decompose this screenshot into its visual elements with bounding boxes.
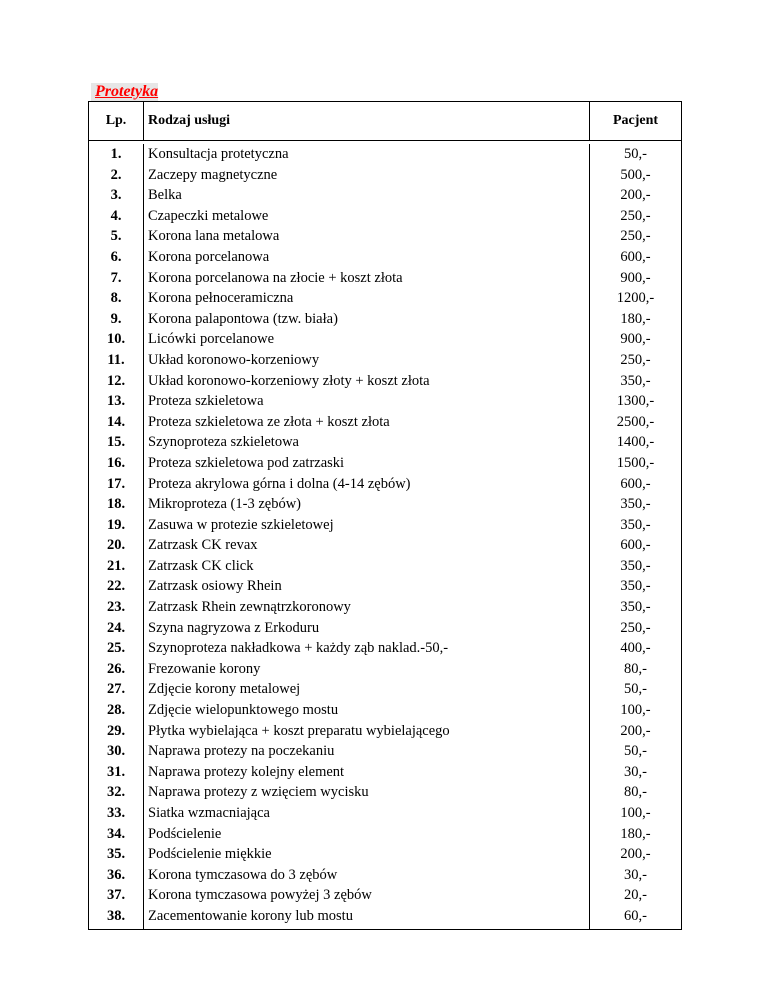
row-service: Zatrzask CK click	[148, 557, 254, 574]
row-service: Zatrzask Rhein zewnątrzkoronowy	[148, 599, 351, 616]
column-lp	[89, 144, 144, 929]
table-header-row	[89, 102, 681, 141]
row-price: 250,-	[620, 619, 651, 636]
row-price: 350,-	[620, 599, 651, 616]
row-price: 200,-	[620, 722, 651, 739]
row-price: 50,-	[624, 146, 647, 162]
row-price: 80,-	[624, 660, 647, 677]
row-service: Szynoproteza nakładkowa + każdy ząb naklad.-50,-	[148, 640, 449, 657]
row-price: 100,-	[620, 805, 651, 821]
row-service: Zaczepy magnetyczne	[148, 166, 278, 183]
row-number: 35.	[106, 846, 126, 863]
row-price: 180,-	[620, 825, 651, 842]
row-price: 350,-	[620, 496, 651, 513]
row-service: Korona porcelanowa na złocie + koszt złota	[148, 269, 403, 286]
row-service: Podścielenie miękkie	[148, 846, 272, 863]
row-number: 28.	[106, 702, 126, 719]
row-service: Korona porcelanowa	[148, 248, 270, 265]
header-price: Pacjent	[612, 113, 659, 128]
row-price: 250,-	[620, 207, 651, 224]
row-service: Siatka wzmacniająca	[148, 805, 270, 821]
header-service: Rodzaj usługi	[144, 102, 590, 140]
row-service: Układ koronowo-korzeniowy złoty + koszt złota	[148, 372, 430, 389]
row-service: Proteza szkieletowa pod zatrzaski	[148, 454, 345, 471]
row-service: Zacementowanie korony lub mostu	[148, 907, 353, 924]
row-service: Czapeczki metalowe	[148, 207, 269, 224]
row-number: 11.	[107, 351, 125, 368]
row-number: 7.	[110, 269, 122, 286]
row-service: Licówki porcelanowe	[148, 331, 275, 348]
row-number: 13.	[106, 393, 126, 410]
row-price: 350,-	[620, 516, 651, 533]
row-number: 24.	[106, 619, 126, 636]
row-price: 350,-	[620, 372, 651, 389]
row-number: 23.	[106, 599, 126, 616]
row-price: 350,-	[620, 578, 651, 595]
price-table	[88, 101, 682, 930]
column-service	[144, 144, 590, 929]
row-price: 1300,-	[616, 393, 655, 410]
row-service: Naprawa protezy z wzięciem wycisku	[148, 784, 369, 801]
row-number: 33.	[106, 805, 126, 821]
row-service: Mikroproteza (1-3 zębów)	[148, 496, 301, 513]
row-service: Korona pełnoceramiczna	[148, 290, 294, 307]
row-number: 27.	[106, 681, 126, 698]
row-service: Korona tymczasowa do 3 zębów	[148, 866, 338, 883]
row-number: 4.	[110, 207, 122, 224]
row-number: 5.	[110, 228, 122, 245]
row-price: 1400,-	[616, 434, 655, 451]
row-number: 38.	[106, 907, 126, 924]
row-number: 31.	[106, 763, 126, 780]
row-number: 22.	[106, 578, 126, 595]
row-number: 6.	[110, 248, 122, 265]
row-service: Układ koronowo-korzeniowy	[148, 351, 320, 368]
row-price: 1200,-	[616, 290, 655, 307]
row-service: Konsultacja protetyczna	[148, 146, 289, 162]
header-lp: Lp.	[89, 102, 144, 140]
row-price: 180,-	[620, 310, 651, 327]
row-number: 1.	[110, 146, 122, 162]
row-price: 80,-	[624, 784, 647, 801]
row-number: 8.	[110, 290, 122, 307]
row-service: Naprawa protezy kolejny element	[148, 763, 345, 780]
row-number: 14.	[106, 413, 126, 430]
row-service: Płytka wybielająca + koszt preparatu wybielającego	[148, 722, 450, 739]
row-number: 3.	[110, 187, 122, 204]
row-service: Zdjęcie wielopunktowego mostu	[148, 702, 339, 719]
row-service: Frezowanie korony	[148, 660, 261, 677]
row-price: 600,-	[620, 248, 651, 265]
row-service: Proteza szkieletowa	[148, 393, 264, 410]
row-price: 400,-	[620, 640, 651, 657]
row-price: 60,-	[624, 907, 647, 924]
row-price: 100,-	[620, 702, 651, 719]
section-title: Protetyka	[91, 83, 158, 101]
row-number: 36.	[106, 866, 126, 883]
row-price: 50,-	[624, 681, 647, 698]
row-price: 600,-	[620, 537, 651, 554]
row-service: Szyna nagryzowa z Erkoduru	[148, 619, 320, 636]
row-number: 21.	[106, 557, 126, 574]
row-number: 20.	[106, 537, 126, 554]
row-number: 30.	[106, 743, 126, 760]
row-number: 10.	[106, 331, 126, 348]
row-price: 350,-	[620, 557, 651, 574]
row-service: Zatrzask osiowy Rhein	[148, 578, 282, 595]
row-number: 32.	[106, 784, 126, 801]
row-number: 18.	[106, 496, 126, 513]
row-service: Podścielenie	[148, 825, 222, 842]
row-price: 500,-	[620, 166, 651, 183]
row-price: 250,-	[620, 351, 651, 368]
row-service: Korona tymczasowa powyżej 3 zębów	[148, 887, 372, 904]
row-service: Naprawa protezy na poczekaniu	[148, 743, 335, 760]
row-price: 900,-	[620, 331, 651, 348]
row-number: 2.	[110, 166, 122, 183]
row-service: Zatrzask CK revax	[148, 537, 258, 554]
row-price: 50,-	[624, 743, 647, 760]
row-number: 25.	[106, 640, 126, 657]
row-number: 16.	[106, 454, 126, 471]
table-body	[89, 141, 681, 929]
row-service: Zdjęcie korony metalowej	[148, 681, 301, 698]
row-number: 34.	[106, 825, 126, 842]
row-number: 17.	[106, 475, 126, 492]
row-price: 200,-	[620, 846, 651, 863]
row-price: 20,-	[624, 887, 647, 904]
row-price: 30,-	[624, 763, 647, 780]
row-service: Proteza akrylowa górna i dolna (4-14 zębów)	[148, 475, 411, 492]
row-price: 900,-	[620, 269, 651, 286]
row-price: 200,-	[620, 187, 651, 204]
row-price: 1500,-	[616, 454, 655, 471]
row-service: Belka	[148, 187, 182, 204]
row-price: 30,-	[624, 866, 647, 883]
row-number: 12.	[106, 372, 126, 389]
row-price: 600,-	[620, 475, 651, 492]
row-service: Szynoproteza szkieletowa	[148, 434, 299, 451]
column-price	[590, 144, 681, 929]
row-number: 15.	[106, 434, 126, 451]
row-price: 2500,-	[616, 413, 655, 430]
row-number: 29.	[106, 722, 126, 739]
row-service: Korona palapontowa (tzw. biała)	[148, 310, 338, 327]
row-service: Proteza szkieletowa ze złota + koszt złota	[148, 413, 390, 430]
row-number: 19.	[106, 516, 126, 533]
row-number: 26.	[106, 660, 126, 677]
row-number: 37.	[106, 887, 126, 904]
row-service: Zasuwa w protezie szkieletowej	[148, 516, 334, 533]
row-service: Korona lana metalowa	[148, 228, 280, 245]
row-number: 9.	[110, 310, 122, 327]
row-price: 250,-	[620, 228, 651, 245]
